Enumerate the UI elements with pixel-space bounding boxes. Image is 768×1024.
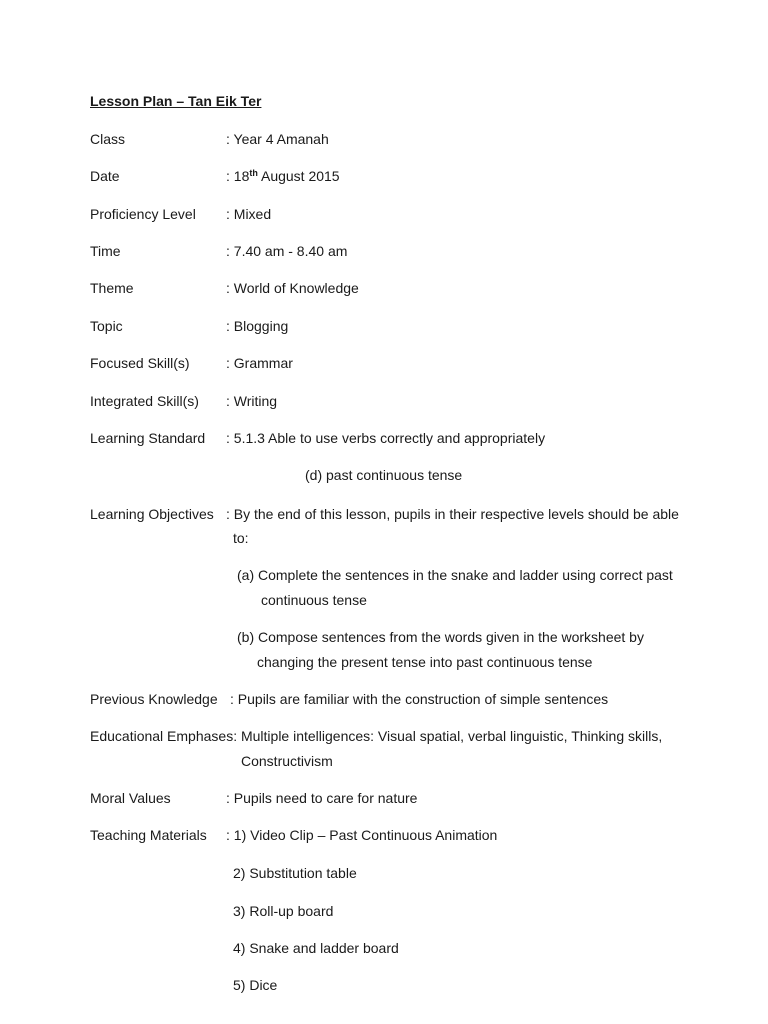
class-label: Class [90, 131, 126, 147]
teaching-material-item: 5) Dice [233, 977, 278, 993]
class-value: : Year 4 Amanah [226, 131, 329, 147]
date-label: Date [90, 168, 120, 184]
teaching-material-item: : 1) Video Clip – Past Continuous Animation [226, 827, 498, 843]
previous-knowledge-label: Previous Knowledge [90, 691, 218, 707]
focused-skill-label: Focused Skill(s) [90, 355, 190, 371]
integrated-skill-label: Integrated Skill(s) [90, 393, 199, 409]
objective-a-line2: continuous tense [261, 592, 367, 608]
proficiency-label: Proficiency Level [90, 206, 196, 222]
learning-standard-sub: (d) past continuous tense [305, 467, 463, 483]
moral-values-label: Moral Values [90, 790, 171, 806]
date-value [226, 168, 340, 184]
previous-knowledge-value: : Pupils are familiar with the construction of simple sentences [230, 691, 609, 707]
objective-b-line2: changing the present tense into past continuous tense [257, 654, 593, 670]
topic-label: Topic [90, 318, 123, 334]
theme-label: Theme [90, 280, 134, 296]
integrated-skill-value: : Writing [226, 393, 278, 409]
theme-value: : World of Knowledge [226, 280, 359, 296]
teaching-material-item: 4) Snake and ladder board [233, 940, 399, 956]
teaching-material-item: 2) Substitution table [233, 865, 357, 881]
learning-objectives-line1: : By the end of this lesson, pupils in their respective levels should be able [226, 506, 679, 522]
learning-standard-label: Learning Standard [90, 430, 206, 446]
learning-objectives-line2: to: [233, 530, 249, 546]
time-label: Time [90, 243, 121, 259]
learning-standard-value: : 5.1.3 Able to use verbs correctly and appropriately [226, 430, 546, 446]
learning-objectives-label: Learning Objectives [90, 506, 214, 522]
topic-value: : Blogging [226, 318, 289, 334]
objective-b-line1: (b) Compose sentences from the words given in the worksheet by [237, 629, 644, 645]
teaching-materials-label: Teaching Materials [90, 827, 207, 843]
teaching-material-item: 3) Roll-up board [233, 903, 334, 919]
objective-a-line1: (a) Complete the sentences in the snake and ladder using correct past [237, 567, 673, 583]
date-ordinal: th [249, 168, 258, 178]
date-month-year: August 2015 [257, 168, 340, 184]
date-day: : 18 [226, 168, 250, 184]
time-value: : 7.40 am - 8.40 am [226, 243, 348, 259]
proficiency-value: : Mixed [226, 206, 272, 222]
page-title: Lesson Plan – Tan Eik Ter [90, 93, 262, 109]
moral-values-value: : Pupils need to care for nature [226, 790, 418, 806]
educational-emphases-line2: Constructivism [241, 753, 333, 769]
focused-skill-value: : Grammar [226, 355, 293, 371]
educational-emphases-line1: Educational Emphases: Multiple intelligences: Visual spatial, verbal linguistic, Thinking skills, [90, 728, 663, 744]
